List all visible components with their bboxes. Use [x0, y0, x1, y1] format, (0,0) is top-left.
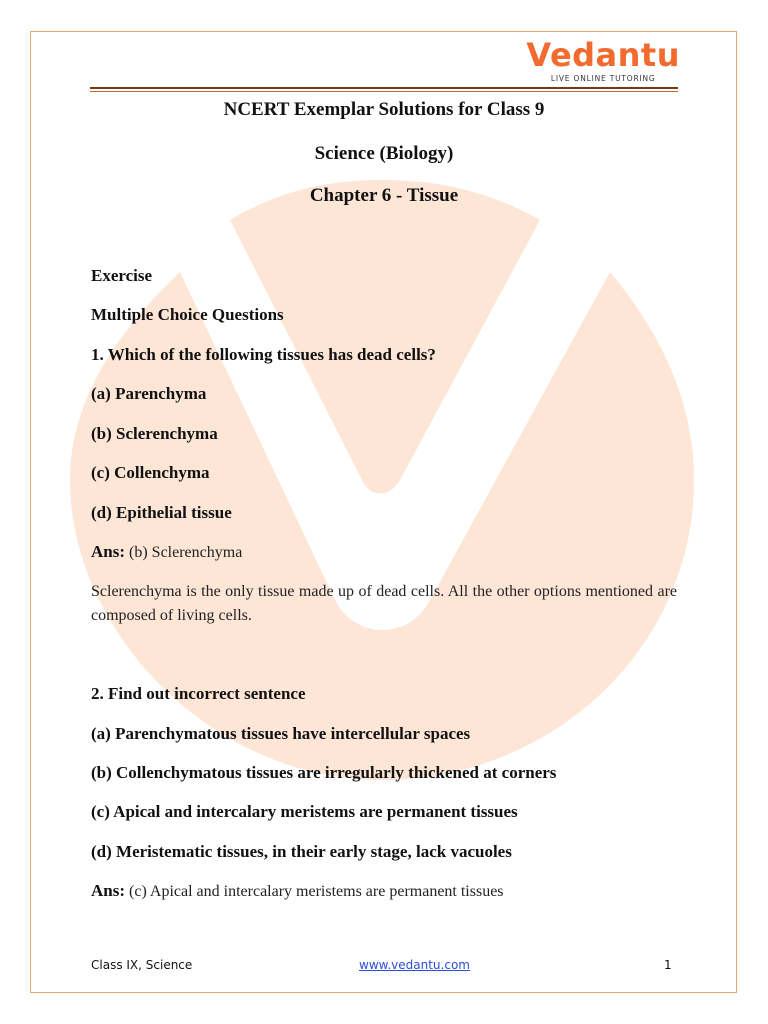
- q1-ans-label: Ans:: [91, 542, 126, 561]
- q1-answer: [91, 542, 242, 562]
- doc-subject: Science (Biology): [314, 143, 454, 164]
- q2-option-d: (d) Meristematic tissues, in their early stage, lack vacuoles: [91, 842, 512, 861]
- page-number: 1: [664, 958, 672, 972]
- q2-answer: [91, 881, 504, 901]
- q1-option-d: (d) Epithelial tissue: [91, 503, 232, 522]
- q2-question: 2. Find out incorrect sentence: [91, 684, 306, 703]
- q1-option-a: (a) Parenchyma: [91, 384, 207, 403]
- doc-title: NCERT Exemplar Solutions for Class 9: [223, 99, 545, 120]
- q2-option-b: (b) Collenchymatous tissues are irregularly thickened at corners: [91, 763, 557, 782]
- doc-chapter: Chapter 6 - Tissue: [309, 185, 459, 206]
- q1-explanation: Sclerenchyma is the only tissue made up of dead cells. All the other options mentioned are composed of living cells.: [91, 583, 677, 624]
- vedantu-logo: [526, 36, 680, 83]
- footer-class: Class IX, Science: [91, 958, 193, 972]
- q1-option-c: (c) Collenchyma: [91, 463, 210, 482]
- logo-tagline: LIVE ONLINE TUTORING: [550, 74, 656, 83]
- exercise-heading: Exercise: [91, 266, 153, 285]
- mcq-heading: Multiple Choice Questions: [91, 305, 284, 324]
- footer-website-link[interactable]: www.vedantu.com: [359, 958, 470, 972]
- q2-ans-label: Ans:: [91, 881, 126, 900]
- q1-option-b: (b) Sclerenchyma: [91, 424, 218, 443]
- q2-option-a: (a) Parenchymatous tissues have intercellular spaces: [91, 724, 471, 743]
- q2-ans-text: (c) Apical and intercalary meristems are permanent tissues: [125, 883, 504, 900]
- q1-question: 1. Which of the following tissues has dead cells?: [91, 345, 436, 364]
- q2-option-c: (c) Apical and intercalary meristems are permanent tissues: [91, 802, 518, 821]
- footer-link-wrap: [359, 958, 470, 972]
- logo-wordmark: Vedantu: [526, 36, 680, 74]
- q1-ans-text: (b) Sclerenchyma: [125, 544, 243, 561]
- header-rule-thin: [90, 91, 678, 92]
- header-rule: [90, 87, 678, 89]
